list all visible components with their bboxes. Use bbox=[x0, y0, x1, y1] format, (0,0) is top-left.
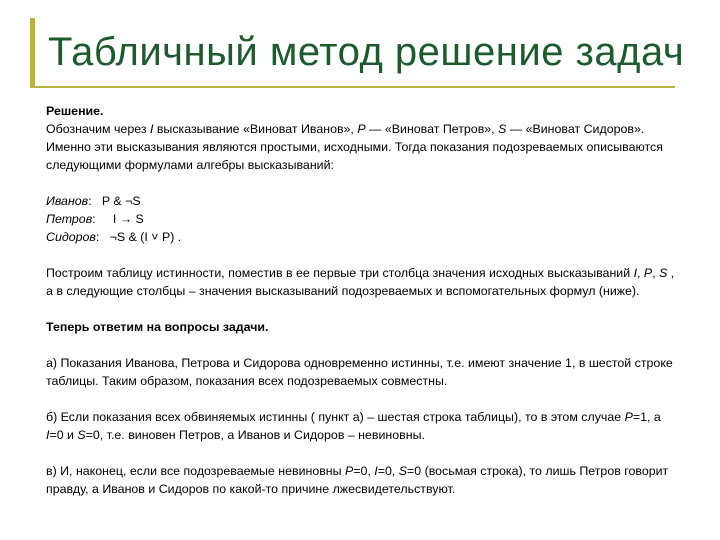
formula-petrov: Петров: I → S bbox=[46, 212, 144, 226]
accent-bar-vertical bbox=[30, 18, 35, 86]
slide-title: Табличный метод решение задач bbox=[48, 30, 685, 74]
table-paragraph: Построим таблицу истинности, поместив в ее первые три столбца значения исходных высказываний I, P, S , а в следующие столбцы – значения высказываний подозреваемых и вспомогательных формул (ниже). bbox=[46, 266, 675, 298]
accent-bar-horizontal bbox=[30, 86, 675, 88]
answer-heading: Теперь ответим на вопросы задачи. bbox=[46, 320, 269, 334]
intro-paragraph: Обозначим через I высказывание «Виноват Иванов», P — «Виноват Петров», S — «Виноват Сидоров». Именно эти высказывания являются простыми, исходными. Тогда показания подозреваемых описываются следующими формулами алгебры высказываний: bbox=[46, 122, 663, 172]
answer-b: б) Если показания всех обвиняемых истинны ( пункт а) – шестая строка таблицы), то в этом случае P=1, а I=0 и S=0, т.е. виновен Петров, а Иванов и Сидоров – невиновны. bbox=[46, 410, 661, 442]
formula-ivanov: Иванов: P & ¬S bbox=[46, 194, 141, 208]
solution-label: Решение. bbox=[46, 104, 104, 118]
answer-a: а) Показания Иванова, Петрова и Сидорова одновременно истинны, т.е. имеют значение 1, в шестой строке таблицы. Таким образом, показания всех подозреваемых совместны. bbox=[46, 356, 673, 388]
answer-c: в) И, наконец, если все подозреваемые невиновны P=0, I=0, S=0 (восьмая строка), то лишь Петров говорит правду, а Иванов и Сидоров по какой-то причине лжесвидетельствуют. bbox=[46, 464, 669, 496]
formula-sidorov: Сидоров: ¬S & (I ˅ P) . bbox=[46, 230, 182, 244]
slide-body bbox=[46, 102, 676, 498]
